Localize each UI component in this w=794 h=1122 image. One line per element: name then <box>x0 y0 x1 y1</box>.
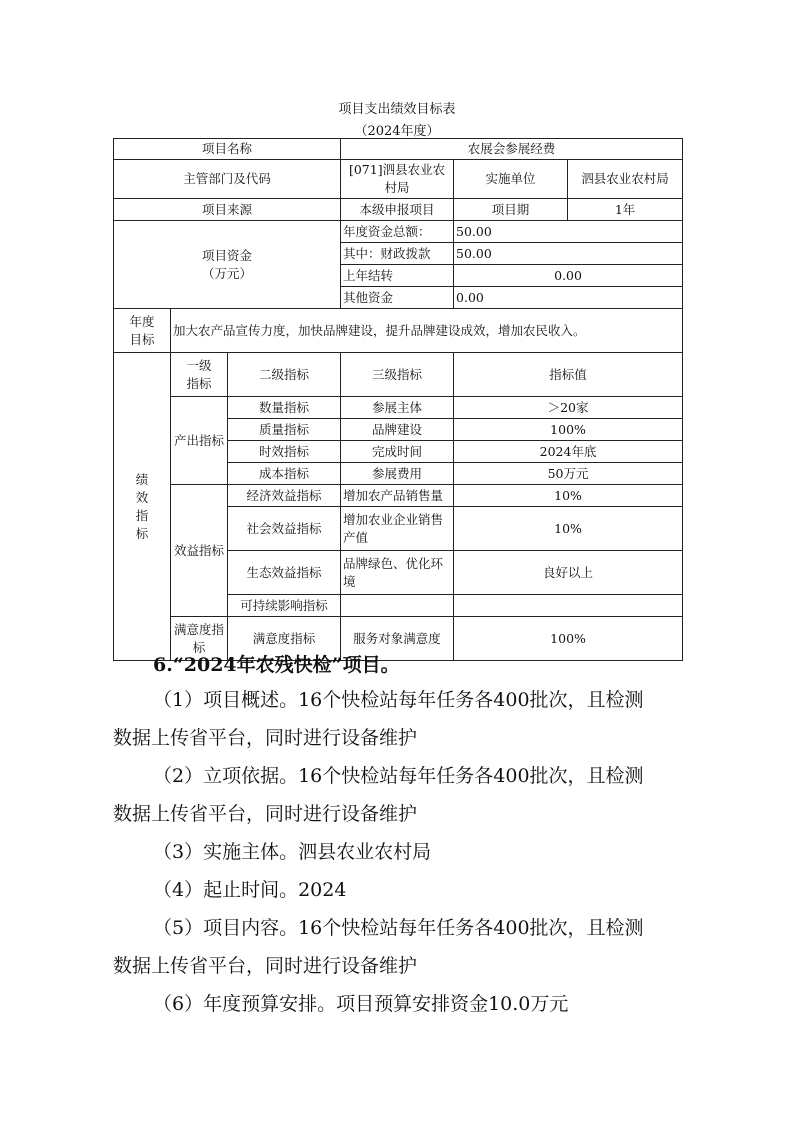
level3-cell <box>341 595 454 617</box>
perf-char: 绩 <box>135 471 149 487</box>
dept-label: 主管部门及代码 <box>114 160 341 199</box>
table-row <box>114 139 683 160</box>
period-value: 1年 <box>568 199 683 221</box>
table-row <box>114 199 683 221</box>
funds-unit: （万元） <box>202 265 253 281</box>
level2-cell: 质量指标 <box>228 419 341 441</box>
funds-total-value: 50.00 <box>454 221 683 243</box>
funds-carryover-value: 0.00 <box>454 265 683 287</box>
value-cell: 2024年底 <box>454 441 683 463</box>
benefit-indicators-label: 效益指标 <box>171 485 228 617</box>
source-label: 项目来源 <box>114 199 341 221</box>
table-row <box>114 485 683 507</box>
header-level1-line1: 一级 <box>186 357 212 373</box>
level3-cell: 品牌建设 <box>341 419 454 441</box>
level2-cell: 社会效益指标 <box>228 507 341 551</box>
annual-goal-text: 加大农产品宣传力度，加快品牌建设，提升品牌建设成效，增加农民收入。 <box>171 309 683 353</box>
satisfaction-label-line2: 标 <box>192 639 206 655</box>
paragraph-3: （3）实施主体。泗县农业农村局 <box>153 841 432 863</box>
header-level1 <box>171 353 228 397</box>
level3-cell: 品牌绿色、优化环境 <box>341 551 454 595</box>
level2-cell: 生态效益指标 <box>228 551 341 595</box>
level3-cell: 完成时间 <box>341 441 454 463</box>
paragraph-5-line2: 数据上传省平台，同时进行设备维护 <box>113 955 418 977</box>
level3-cell: 服务对象满意度 <box>341 617 454 661</box>
annual-goal-label-line2: 目标 <box>129 331 155 347</box>
value-cell: 50万元 <box>454 463 683 485</box>
level3-cell: 增加农业企业销售产值 <box>341 507 454 551</box>
level2-cell: 满意度指标 <box>228 617 341 661</box>
funds-fiscal-value: 50.00 <box>454 243 683 265</box>
level2-cell: 可持续影响指标 <box>228 595 341 617</box>
dept-value: [071]泗县农业农村局 <box>341 160 454 199</box>
paragraph-1-line2: 数据上传省平台，同时进行设备维护 <box>113 727 418 749</box>
value-cell: 100% <box>454 419 683 441</box>
project-name-value: 农展会参展经费 <box>341 139 683 160</box>
level3-cell: 增加农产品销售量 <box>341 485 454 507</box>
header-level2: 二级指标 <box>228 353 341 397</box>
output-indicators-label: 产出指标 <box>171 397 228 485</box>
level2-cell: 数量指标 <box>228 397 341 419</box>
project-name-label: 项目名称 <box>114 139 341 160</box>
funds-other-label: 其他资金 <box>341 287 454 309</box>
satisfaction-label-line1: 满意度指 <box>173 621 224 637</box>
funds-carryover-label: 上年结转 <box>341 265 454 287</box>
table-row <box>114 397 683 419</box>
value-cell: 良好以上 <box>454 551 683 595</box>
table-row <box>114 160 683 199</box>
header-level3: 三级指标 <box>341 353 454 397</box>
funds-other-value: 0.00 <box>454 287 683 309</box>
value-cell <box>454 595 683 617</box>
paragraph-2-line2: 数据上传省平台，同时进行设备维护 <box>113 803 418 825</box>
performance-indicators-label <box>114 353 171 661</box>
performance-goal-table <box>113 138 683 661</box>
paragraph-4: （4）起止时间。2024 <box>153 879 347 901</box>
paragraph-6: （6）年度预算安排。项目预算安排资金10.0万元 <box>153 993 569 1015</box>
paragraph-2-line1: （2）立项依据。16个快检站每年任务各400批次，且检测 <box>153 765 644 787</box>
level2-cell: 成本指标 <box>228 463 341 485</box>
funds-total-label: 年度资金总额： <box>341 221 454 243</box>
table-title: 项目支出绩效目标表 <box>338 102 456 117</box>
funds-fiscal-label: 其中：财政拨款 <box>341 243 454 265</box>
section-heading: 6.“2024年农残快检”项目。 <box>153 654 400 676</box>
paragraph-1-line1: （1）项目概述。16个快检站每年任务各400批次，且检测 <box>153 689 644 711</box>
level3-cell: 参展主体 <box>341 397 454 419</box>
impl-unit-value: 泗县农业农村局 <box>568 160 683 199</box>
header-level1-line2: 指标 <box>186 375 212 391</box>
source-value: 本级申报项目 <box>341 199 454 221</box>
perf-char: 标 <box>135 525 149 541</box>
value-cell: 10% <box>454 485 683 507</box>
value-cell: ＞20家 <box>454 397 683 419</box>
funds-label-cell <box>114 221 341 309</box>
level3-cell: 参展费用 <box>341 463 454 485</box>
value-cell: 100% <box>454 617 683 661</box>
level2-cell: 时效指标 <box>228 441 341 463</box>
level2-cell: 经济效益指标 <box>228 485 341 507</box>
header-value: 指标值 <box>454 353 683 397</box>
perf-char: 效 <box>135 489 149 505</box>
annual-goal-label-line1: 年度 <box>129 313 155 329</box>
annual-goal-label <box>114 309 171 353</box>
impl-unit-label: 实施单位 <box>454 160 568 199</box>
funds-label: 项目资金 <box>202 247 253 263</box>
table-row <box>114 309 683 353</box>
period-label: 项目期 <box>454 199 568 221</box>
paragraph-5-line1: （5）项目内容。16个快检站每年任务各400批次，且检测 <box>153 917 644 939</box>
table-row <box>114 221 683 243</box>
table-year: （2024年度） <box>354 124 440 139</box>
table-row <box>114 353 683 397</box>
value-cell: 10% <box>454 507 683 551</box>
perf-char: 指 <box>135 507 149 523</box>
